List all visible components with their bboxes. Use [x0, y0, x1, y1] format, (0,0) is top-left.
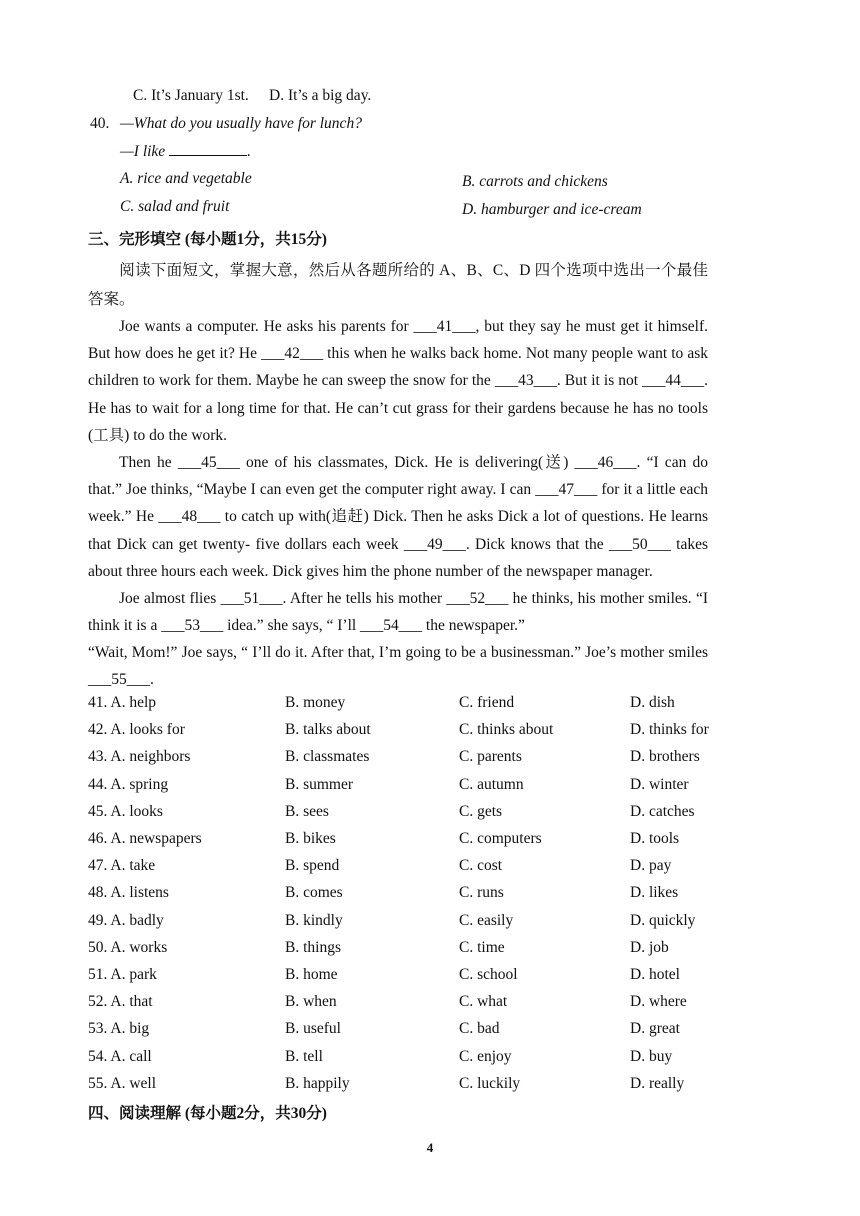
- choice-option-c: C. cost: [459, 857, 503, 875]
- section4-heading: 四、阅读理解 (每小题2分，共30分): [88, 1105, 327, 1122]
- choice-row: [88, 830, 728, 857]
- choice-option-c: C. enjoy: [459, 1047, 512, 1065]
- q39-option-d: D. It’s a big day.: [269, 87, 372, 104]
- choice-row: [88, 993, 728, 1020]
- choice-option-d: D. pay: [630, 857, 672, 875]
- choice-option-d: D. brothers: [630, 748, 700, 766]
- choice-option-c: C. gets: [459, 802, 503, 820]
- choice-option-a: 53. A. big: [88, 1020, 150, 1038]
- q40-answer-prefix: —I like: [120, 143, 166, 160]
- choice-option-c: C. school: [459, 966, 518, 983]
- choice-option-d: D. dish: [630, 694, 675, 711]
- passage-paragraph-4: [88, 639, 708, 693]
- choice-option-d: D. quickly: [630, 911, 696, 929]
- choice-row: [88, 721, 728, 748]
- choice-option-d: D. winter: [630, 775, 689, 793]
- choice-row: [88, 912, 728, 939]
- choice-option-d: D. hotel: [630, 966, 680, 983]
- choice-option-d: D. great: [630, 1020, 680, 1038]
- choice-row: [88, 803, 728, 830]
- choice-option-b: B. sees: [285, 802, 329, 820]
- choice-option-b: B. when: [285, 993, 337, 1011]
- passage-paragraph-1-text: Joe wants a computer. He asks his parents for ___41___, but they say he must get it himself. But how does he get it? He ___42___ this when he walks back home. Not many people want to ask children to work for them. Maybe he can sweep the snow for the ___43___. But it is not ___44___. He has to wait for a long time for that. He can’t cut grass for their gardens because he has no tools (工具) to do the work.: [88, 318, 708, 444]
- choice-option-c: C. parents: [459, 748, 522, 766]
- q40-option-d: D. hamburger and ice-cream: [462, 201, 642, 218]
- choice-option-c: C. thinks about: [459, 721, 554, 739]
- choice-option-b: B. spend: [285, 857, 340, 875]
- choice-option-b: B. summer: [285, 775, 354, 793]
- choice-option-a: 42. A. looks for: [88, 721, 185, 739]
- q40-question: —What do you usually have for lunch?: [120, 115, 362, 132]
- choice-option-a: 47. A. take: [88, 857, 156, 875]
- passage-paragraph-1: [88, 313, 708, 449]
- choice-row: [88, 694, 728, 721]
- choice-option-a: 51. A. park: [88, 966, 157, 983]
- choice-option-b: B. comes: [285, 884, 343, 902]
- section3-instructions-text: 阅读下面短文，掌握大意，然后从各题所给的 A、B、C、D 四个选项中选出一个最佳答案。: [88, 262, 708, 308]
- q40-option-c: C. salad and fruit: [120, 198, 230, 215]
- passage-paragraph-4-text: “Wait, Mom!” Joe says, “ I’ll do it. After that, I’m going to be a businessman.” Joe’s mother smiles ___55___.: [88, 644, 708, 689]
- choice-option-d: D. really: [630, 1074, 685, 1092]
- choice-option-a: 50. A. works: [88, 938, 168, 956]
- choice-option-d: D. likes: [630, 884, 679, 902]
- choice-option-a: 41. A. help: [88, 694, 157, 711]
- choice-option-a: 43. A. neighbors: [88, 748, 191, 766]
- choice-option-a: 49. A. badly: [88, 911, 164, 929]
- q40-answer-line: [120, 141, 251, 162]
- choice-option-c: C. luckily: [459, 1074, 521, 1092]
- q40-answer-suffix: .: [247, 143, 251, 160]
- choice-option-b: B. things: [285, 938, 341, 956]
- choice-option-c: C. friend: [459, 694, 515, 711]
- passage-paragraph-3: [88, 585, 708, 639]
- choice-row: [88, 776, 728, 803]
- choice-option-b: B. bikes: [285, 830, 336, 847]
- choice-option-a: 52. A. that: [88, 993, 153, 1011]
- choice-option-d: D. catches: [630, 802, 695, 820]
- choice-option-d: D. where: [630, 993, 687, 1011]
- choice-option-a: 46. A. newspapers: [88, 830, 202, 847]
- choice-option-b: B. classmates: [285, 748, 370, 766]
- choice-option-a: 45. A. looks: [88, 802, 163, 820]
- choice-row: [88, 857, 728, 884]
- q40-answer-blank: [169, 141, 247, 156]
- choice-option-c: C. what: [459, 993, 508, 1011]
- choice-option-d: D. tools: [630, 830, 680, 847]
- choice-option-c: C. computers: [459, 830, 542, 847]
- choice-option-b: B. home: [285, 966, 338, 983]
- choice-row: [88, 748, 728, 775]
- passage-paragraph-2: [88, 449, 708, 585]
- choice-option-a: 44. A. spring: [88, 775, 169, 793]
- passage-paragraph-2-text: Then he ___45___ one of his classmates, Dick. He is delivering(送) ___46___. “I can do that.” Joe thinks, “Maybe I can even get the computer right away. I can ___47___ for it a little each week.” He ___48___ to catch up with(追赶) Dick. Then he asks Dick a lot of questions. He learns that Dick can get twenty- five dollars each week ___49___. Dick knows that the ___50___ takes about three hours each week. Dick gives him the phone number of the newspaper manager.: [88, 454, 708, 580]
- page-number: 4: [426, 1140, 434, 1155]
- choice-row: [88, 1020, 728, 1047]
- q40-number: 40.: [90, 115, 110, 132]
- choice-option-b: B. talks about: [285, 721, 371, 739]
- choice-row: [88, 966, 728, 993]
- choice-option-c: C. easily: [459, 911, 514, 929]
- choice-option-d: D. thinks for: [630, 721, 709, 739]
- choice-option-a: 55. A. well: [88, 1074, 157, 1092]
- choice-option-a: 48. A. listens: [88, 884, 169, 902]
- q40-option-b: B. carrots and chickens: [462, 173, 608, 190]
- passage-paragraph-3-text: Joe almost flies ___51___. After he tells his mother ___52___ he thinks, his mother smiles. “I think it is a ___53___ idea.” she says, “ I’ll ___54___ the newspaper.”: [88, 590, 708, 635]
- choice-option-b: B. kindly: [285, 911, 343, 929]
- choice-option-d: D. buy: [630, 1047, 673, 1065]
- choice-row: [88, 1048, 728, 1075]
- choice-row: [88, 939, 728, 966]
- choice-row: [88, 884, 728, 911]
- choice-option-a: 54. A. call: [88, 1047, 152, 1065]
- choice-option-c: C. bad: [459, 1020, 500, 1038]
- choice-option-b: B. useful: [285, 1020, 341, 1038]
- choice-option-c: C. time: [459, 938, 505, 956]
- choice-option-b: B. money: [285, 694, 346, 711]
- section3-heading: 三、完形填空 (每小题1分，共15分): [88, 231, 327, 248]
- choice-option-d: D. job: [630, 938, 669, 956]
- q40-option-a: A. rice and vegetable: [120, 170, 252, 187]
- choice-option-b: B. tell: [285, 1047, 323, 1065]
- section3-instructions: [88, 256, 708, 314]
- q39-option-c: C. It’s January 1st.: [133, 87, 249, 104]
- choice-option-c: C. autumn: [459, 775, 524, 793]
- choice-row: [88, 1075, 728, 1102]
- choice-option-c: C. runs: [459, 884, 504, 902]
- choice-option-b: B. happily: [285, 1074, 350, 1092]
